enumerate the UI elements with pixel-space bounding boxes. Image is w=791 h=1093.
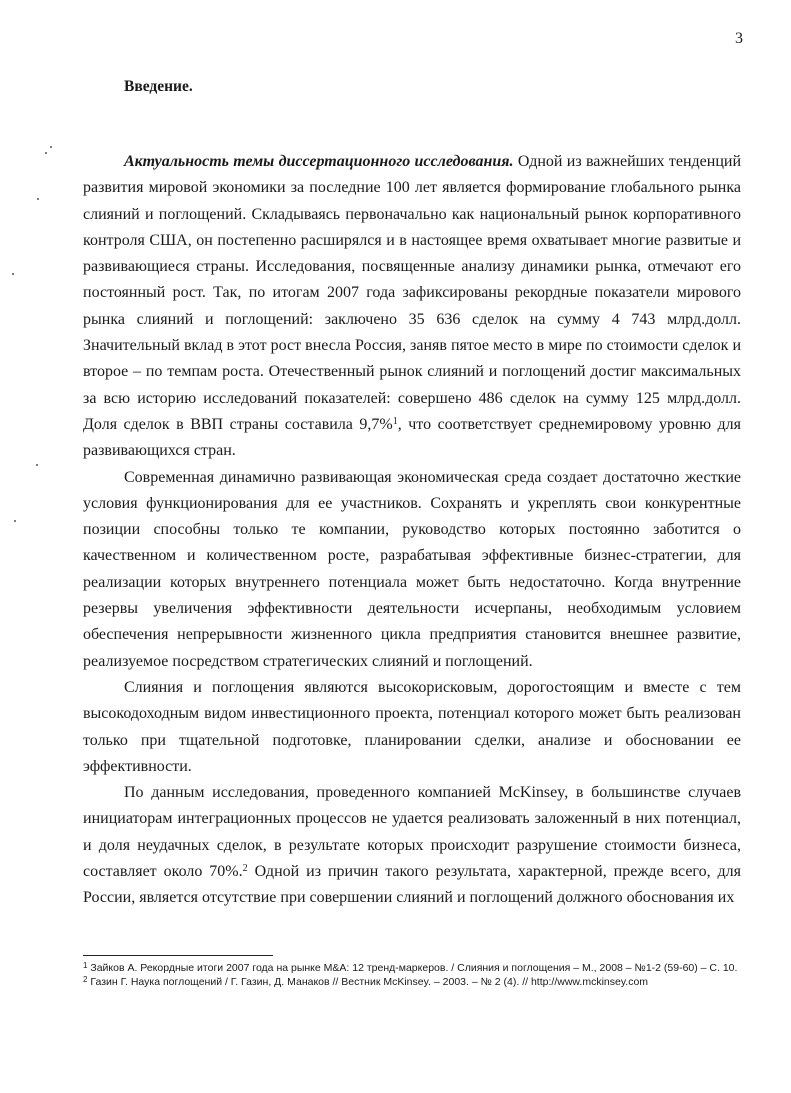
page-number: 3 xyxy=(735,30,743,47)
paragraph-tail: , что соответствует среднемировому уровню для развивающихся стран. xyxy=(83,415,742,460)
footnote-text: Зайков А. Рекордные итоги 2007 года на рынке M&A: 12 тренд-маркеров. / Слияния и поглощения – М., 2008 – №1-2 (59-60) – С. 10. xyxy=(87,962,738,974)
footnotes xyxy=(83,962,741,989)
paragraph: Слияния и поглощения являются высокорисковым, дорогостоящим и вместе с тем высокодоходным видом инвестиционного проекта, потенциал которого может быть реализован только при тщательной подготовке, планировании сделки, анализе и обосновании ее эффективности. xyxy=(83,678,741,775)
footnote-ref: 1 xyxy=(392,415,398,427)
footnote-ref: 2 xyxy=(242,863,248,875)
body-text xyxy=(83,149,741,912)
paragraph-tail: Одной из причин такого результата, характерной, прежде всего, для России, является отсутствие при совершении слияний и поглощений должного обоснования их xyxy=(83,863,742,907)
footnote xyxy=(83,962,741,976)
footnote-mark: 1 xyxy=(83,961,88,970)
scan-speck xyxy=(45,152,47,154)
paragraph xyxy=(83,149,741,465)
paragraph-lead: Актуальность темы диссертационного исследования. xyxy=(124,153,514,170)
scan-speck xyxy=(50,146,52,148)
footnote-text: Газин Г. Наука поглощений / Г. Газин, Д. Манаков // Вестник McKinsey. – 2003. – № 2 (4). // http://www.mckinsey.com xyxy=(87,975,649,988)
footnote-mark: 2 xyxy=(83,974,88,984)
section-heading: Введение. xyxy=(124,78,193,95)
paragraph: Современная динамично развивающая экономическая среда создает достаточно жесткие условия функционирования для ее участников. Сохранять и укреплять свои конкурентные позиции способны только те компании, руководство которых постоянно заботится о качественном и количественном росте, разрабатывая эффективные бизнес-стратегии, для реализации которых внутреннего потенциала может быть недостаточно. Когда внутренние резервы увеличения эффективности деятельности исчерпаны, необходимым условием обеспечения непрерывности жизненного цикла предприятия становится внешнее развитие, реализуемое посредством стратегических слияний и поглощений. xyxy=(83,468,741,670)
scan-speck xyxy=(12,273,14,275)
scan-speck xyxy=(37,198,39,200)
footnote-divider xyxy=(83,955,273,956)
paragraph-text: По данным исследования, проведенного компанией McKinsey, в большинстве случаев инициаторам интеграционных процессов не удается реализовать заложенный в них потенциал, и доля неудачных сделок, в результате которых происходит разрушение стоимости бизнеса, составляет около 70%. xyxy=(83,784,741,881)
paragraph xyxy=(83,780,741,911)
paragraph-text: Одной из важнейших тенденций развития мировой экономики за последние 100 лет является формирование глобального рынка слияний и поглощений. Складываясь первоначально как национальный рынок корпоративного контроля США, он постепенно расширялся и в настоящее время охватывает многие развитые и развивающиеся страны. Исследования, посвященные анализу динамики рынка, отмечают его постоянный рост. Так, по итогам 2007 года зафиксированы рекордные показатели мирового рынка слияний и поглощений: заключено 35 636 сделок на сумму 4 743 млрд.долл. Значительный вклад в этот рост внесла Россия, заняв пятое место в мире по стоимости сделок и второе – по темпам роста. Отечественный рынок слияний и поглощений достиг максимальных за всю историю исследований показателей: совершено 486 сделок на сумму 125 млрд.долл. Доля сделок в ВВП страны составила 9,7% xyxy=(83,153,742,433)
scan-speck xyxy=(36,464,38,466)
footnote xyxy=(83,976,741,990)
scan-speck xyxy=(14,520,16,522)
